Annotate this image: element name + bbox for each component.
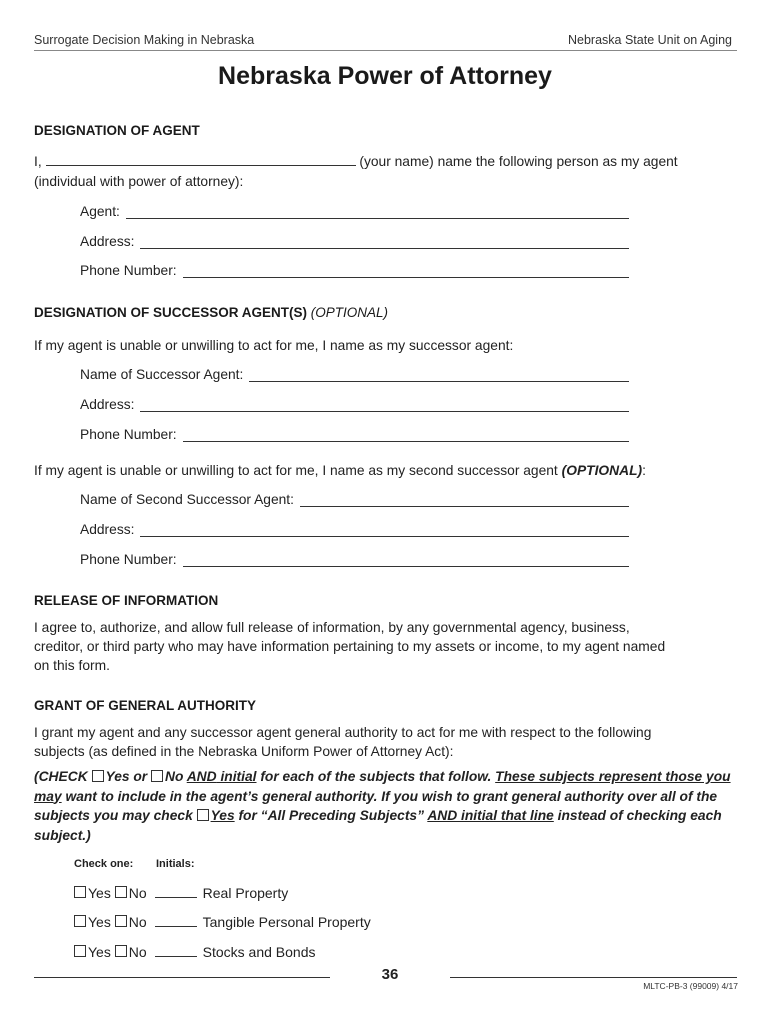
instr-text: (CHECK bbox=[34, 769, 92, 784]
grant-instructions bbox=[34, 767, 739, 845]
instr-text: No bbox=[165, 769, 187, 784]
initials-field[interactable] bbox=[155, 944, 197, 957]
field-line[interactable] bbox=[183, 263, 629, 278]
header-divider bbox=[34, 50, 737, 51]
instr-emphasis: initial bbox=[216, 769, 257, 784]
instr-text: want to include in the agent’s general authority. If you wish to grant general authority over all of the bbox=[61, 788, 718, 804]
designation-intro-line2: (individual with power of attorney): bbox=[34, 174, 244, 189]
subject-label: Real Property bbox=[202, 885, 289, 901]
agent-address-field[interactable] bbox=[80, 231, 629, 249]
field-label: Phone Number: bbox=[80, 263, 177, 278]
field-line[interactable] bbox=[140, 397, 629, 412]
intro-suffix: (your name) name the following person as my agent bbox=[359, 154, 678, 169]
subject-row bbox=[74, 914, 371, 930]
instr-emphasis: may bbox=[34, 788, 62, 804]
subject-row bbox=[74, 944, 316, 960]
second-optional-label: (OPTIONAL) bbox=[561, 463, 643, 478]
instr-emphasis: AND initial that line bbox=[427, 808, 554, 823]
instr-emphasis: These subjects represent those you bbox=[495, 769, 731, 784]
checkbox-icon bbox=[151, 770, 163, 782]
no-label: No bbox=[128, 885, 147, 901]
field-label: Address: bbox=[80, 397, 135, 412]
instr-text: subject.) bbox=[34, 827, 91, 843]
yes-checkbox[interactable] bbox=[74, 945, 86, 957]
release-line-3: on this form. bbox=[34, 658, 110, 673]
second-successor-name-field[interactable] bbox=[80, 489, 629, 507]
initials-label: Initials: bbox=[156, 858, 195, 870]
no-label: No bbox=[128, 944, 147, 960]
second-successor-phone-field[interactable] bbox=[80, 549, 629, 567]
agent-phone-field[interactable] bbox=[80, 260, 629, 278]
no-checkbox[interactable] bbox=[115, 945, 127, 957]
second-intro-colon: : bbox=[642, 463, 646, 478]
field-label: Name of Second Successor Agent: bbox=[80, 492, 294, 507]
release-line-2: creditor, or third party who may have information pertaining to my assets or income, to my agent named bbox=[34, 639, 666, 654]
successor-name-field[interactable] bbox=[80, 364, 629, 382]
grant-heading: GRANT OF GENERAL AUTHORITY bbox=[34, 698, 256, 713]
successor-phone-field[interactable] bbox=[80, 424, 629, 442]
successor-intro: If my agent is unable or unwilling to act for me, I name as my successor agent: bbox=[34, 338, 514, 353]
optional-label: (OPTIONAL) bbox=[310, 305, 389, 320]
subject-label: Stocks and Bonds bbox=[202, 944, 316, 960]
yes-checkbox[interactable] bbox=[74, 886, 86, 898]
field-line[interactable] bbox=[140, 522, 629, 537]
yes-label: Yes bbox=[88, 944, 111, 960]
checkbox-icon bbox=[92, 770, 104, 782]
subject-label: Tangible Personal Property bbox=[202, 914, 371, 930]
designation-heading: DESIGNATION OF AGENT bbox=[34, 123, 200, 138]
grant-line-2: subjects (as defined in the Nebraska Uniform Power of Attorney Act): bbox=[34, 744, 454, 759]
second-successor-intro bbox=[34, 461, 646, 480]
initials-field[interactable] bbox=[155, 885, 197, 898]
no-checkbox[interactable] bbox=[115, 915, 127, 927]
instr-emphasis: Yes bbox=[210, 808, 235, 823]
successor-heading bbox=[34, 305, 388, 320]
field-line[interactable] bbox=[249, 367, 629, 382]
field-line[interactable] bbox=[183, 427, 629, 442]
no-checkbox[interactable] bbox=[115, 886, 127, 898]
successor-heading-text: DESIGNATION OF SUCCESSOR AGENT(S) bbox=[34, 305, 308, 320]
instr-text: subjects you may check bbox=[34, 808, 197, 823]
field-line[interactable] bbox=[140, 234, 629, 249]
field-label: Phone Number: bbox=[80, 427, 177, 442]
initials-field[interactable] bbox=[155, 914, 197, 927]
intro-prefix: I, bbox=[34, 154, 42, 169]
release-line-1: I agree to, authorize, and allow full release of information, by any governmental agency, business, bbox=[34, 620, 630, 635]
your-name-field[interactable] bbox=[46, 153, 356, 166]
designation-intro bbox=[34, 152, 678, 171]
instr-emphasis: AND bbox=[186, 769, 217, 784]
no-label: No bbox=[128, 914, 147, 930]
instr-text: for each of the subjects that follow. bbox=[256, 769, 496, 784]
yes-checkbox[interactable] bbox=[74, 915, 86, 927]
form-code: MLTC-PB-3 (99009) 4/17 bbox=[643, 981, 738, 991]
instr-text: Yes or bbox=[105, 769, 151, 784]
subject-row bbox=[74, 885, 288, 901]
instr-text: instead of checking each bbox=[553, 808, 722, 823]
field-label: Address: bbox=[80, 234, 135, 249]
field-label: Agent: bbox=[80, 204, 120, 219]
check-one-label: Check one: bbox=[74, 858, 134, 870]
grant-line-1: I grant my agent and any successor agent general authority to act for me with respect to the following bbox=[34, 725, 652, 740]
field-label: Name of Successor Agent: bbox=[80, 367, 244, 382]
yes-label: Yes bbox=[88, 885, 111, 901]
checkbox-icon bbox=[197, 809, 209, 821]
field-line[interactable] bbox=[126, 204, 629, 219]
successor-address-field[interactable] bbox=[80, 394, 629, 412]
page-number: 36 bbox=[381, 966, 399, 983]
header-left: Surrogate Decision Making in Nebraska bbox=[34, 33, 255, 47]
field-label: Address: bbox=[80, 522, 135, 537]
agent-name-field[interactable] bbox=[80, 201, 629, 219]
field-label: Phone Number: bbox=[80, 552, 177, 567]
yes-label: Yes bbox=[88, 914, 111, 930]
second-intro-text: If my agent is unable or unwilling to act for me, I name as my second successor agent bbox=[34, 463, 558, 478]
header-right: Nebraska State Unit on Aging bbox=[568, 33, 732, 47]
second-successor-address-field[interactable] bbox=[80, 519, 629, 537]
field-line[interactable] bbox=[300, 492, 629, 507]
release-heading: RELEASE OF INFORMATION bbox=[34, 593, 219, 608]
page-title: Nebraska Power of Attorney bbox=[218, 62, 552, 90]
instr-text: for “All Preceding Subjects” bbox=[234, 808, 428, 823]
field-line[interactable] bbox=[183, 552, 629, 567]
